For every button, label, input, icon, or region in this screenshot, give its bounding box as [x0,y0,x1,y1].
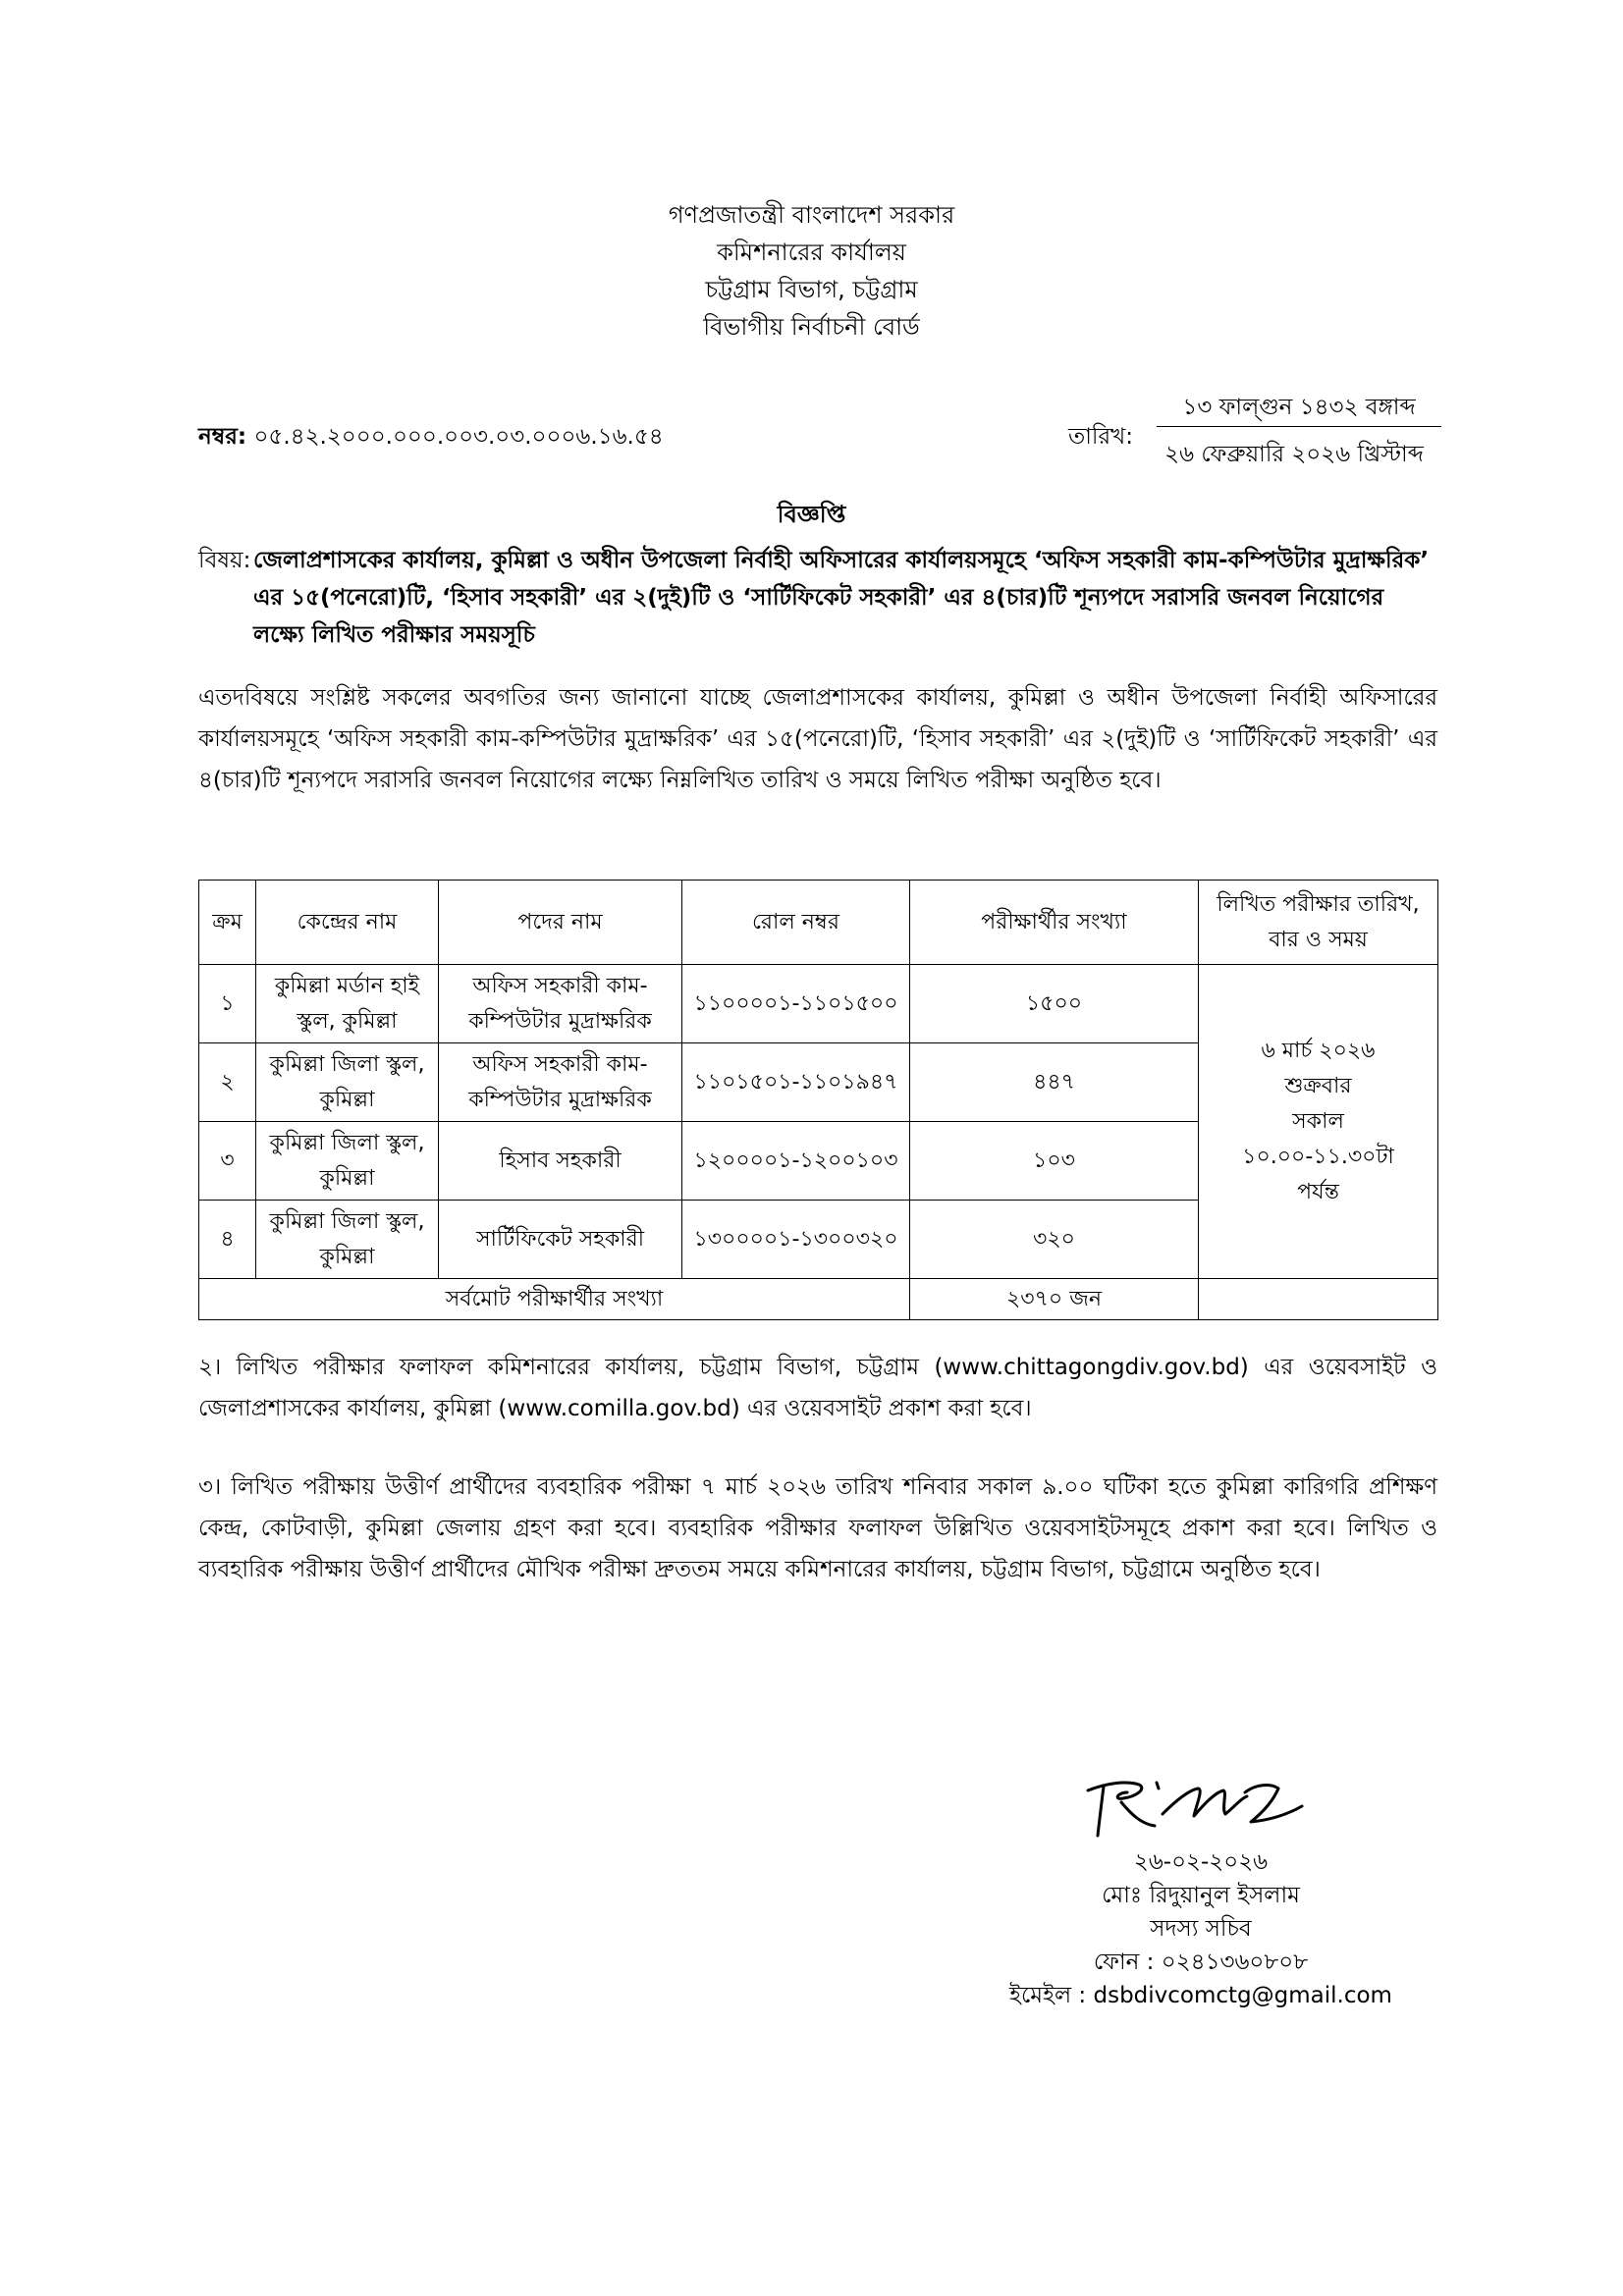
schedule-time: ১০.০০-১১.৩০টা [1242,1144,1394,1169]
cell-serial: ২ [199,1043,256,1122]
total-value: ২৩৭০ জন [910,1279,1199,1320]
signatory-name: মোঃ রিদুয়ানুল ইসলাম [1102,1883,1300,1908]
signature-image [1078,1763,1314,1847]
signatory-block [970,1845,1432,2012]
date-gregorian: ২৬ ফেব্রুয়ারি ২০২৬ খ্রিস্টাব্দ [1164,442,1424,467]
signatory-phone: ফোন : ০২৪১৩৬০৮০৮ [1093,1949,1309,1975]
signatory-email: ইমেইল : dsbdivcomctg@gmail.com [1009,1983,1392,2008]
header-roll: রোল নম্বর [682,881,910,965]
cell-schedule [1199,965,1438,1279]
total-empty-cell [1199,1279,1438,1320]
notice-title: বিজ্ঞপ্তি [777,501,846,528]
schedule-period: সকাল [1292,1108,1344,1134]
cell-count: ৪৪৭ [910,1043,1199,1122]
date-block [1068,389,1441,467]
table-row [199,965,1438,1043]
cell-count: ৩২০ [910,1201,1199,1279]
cell-roll: ১৩০০০০১-১৩০০৩২০ [682,1201,910,1279]
date-divider [1157,426,1441,427]
subject-block [198,542,1437,654]
schedule-date: ৬ মার্চ ২০২৬ [1261,1038,1376,1063]
intro-paragraph: এতদবিষয়ে সংশ্লিষ্ট সকলের অবগতির জন্য জানানো যাচ্ছে জেলাপ্রশাসকের কার্যালয়, কুমিল্লা ও অধীন উপজেলা নির্বাহী অফিসারের কার্যালয়সমূহে ‘অফিস সহকারী কাম-কম্পিউটার মুদ্রাক্ষরিক’ এর ১৫(পনেরো)টি, ‘হিসাব সহকারী’ এর ২(দুই)টি ও ‘সার্টিফিকেট সহকারী’ এর ৪(চার)টি শূন্যপদে সরাসরি জনবল নিয়োগের লক্ষ্যে নিম্নলিখিত তারিখ ও সময়ে লিখিত পরীক্ষা অনুষ্ঠিত হবে। [198,685,1437,793]
cell-count: ১০৩ [910,1122,1199,1201]
cell-center: কুমিল্লা মর্ডান হাই স্কুল, কুমিল্লা [256,965,439,1043]
cell-post: অফিস সহকারী কাম-কম্পিউটার মুদ্রাক্ষরিক [439,965,682,1043]
header-datetime: লিখিত পরীক্ষার তারিখ, বার ও সময় [1199,881,1438,965]
date-bangla: ১৩ ফাল্গুন ১৪৩২ বঙ্গাব্দ [1182,395,1416,420]
header-center: কেন্দ্রের নাম [256,881,439,965]
header-post: পদের নাম [439,881,682,965]
cell-roll: ১১০০০০১-১১০১৫০০ [682,965,910,1043]
government-name: গণপ্রজাতন্ত্রী বাংলাদেশ সরকার [668,201,955,229]
memo-label: নম্বর: [198,424,247,450]
letterhead [0,196,1623,346]
total-label: সর্বমোট পরীক্ষার্থীর সংখ্যা [199,1279,910,1320]
cell-serial: ৪ [199,1201,256,1279]
subject-text: জেলাপ্রশাসকের কার্যালয়, কুমিল্লা ও অধীন উপজেলা নির্বাহী অফিসারের কার্যালয়সমূহে ‘অফিস সহকারী কাম-কম্পিউটার মুদ্রাক্ষরিক’ এর ১৫(পনেরো)টি, ‘হিসাব সহকারী’ এর ২(দুই)টি ও ‘সার্টিফিকেট সহকারী’ এর ৪(চার)টি শূন্যপদে সরাসরি জনবল নিয়োগের লক্ষ্যে লিখিত পরীক্ষার সময়সূচি [253,548,1430,648]
signatory-date: ২৬-০২-২০২৬ [1133,1849,1269,1875]
results-paragraph: ২। লিখিত পরীক্ষার ফলাফল কমিশনারের কার্যালয়, চট্টগ্রাম বিভাগ, চট্টগ্রাম (www.chittagongdiv.gov.bd) এর ওয়েবসাইট ও জেলাপ্রশাসকের কার্যালয়, কুমিল্লা (www.comilla.gov.bd) এর ওয়েবসাইট প্রকাশ করা হবে। [198,1355,1437,1421]
board-name: বিভাগীয় নির্বাচনী বোর্ড [703,313,920,341]
table-total-row [199,1279,1438,1320]
table-header-row [199,881,1438,965]
subject-label: বিষয়: [198,548,251,573]
division-name: চট্টগ্রাম বিভাগ, চট্টগ্রাম [705,276,918,303]
cell-roll: ১২০০০০১-১২০০১০৩ [682,1122,910,1201]
date-label: তারিখ: [1068,424,1134,450]
cell-serial: ১ [199,965,256,1043]
cell-center: কুমিল্লা জিলা স্কুল, কুমিল্লা [256,1201,439,1279]
exam-schedule-table [198,880,1438,1320]
cell-count: ১৫০০ [910,965,1199,1043]
schedule-day: শুক্রবার [1284,1073,1352,1098]
cell-center: কুমিল্লা জিলা স্কুল, কুমিল্লা [256,1043,439,1122]
practical-exam-paragraph: ৩। লিখিত পরীক্ষায় উত্তীর্ণ প্রার্থীদের ব্যবহারিক পরীক্ষা ৭ মার্চ ২০২৬ তারিখ শনিবার সকাল ৯.০০ ঘটিকা হতে কুমিল্লা কারিগরি প্রশিক্ষণ কেন্দ্র, কোটবাড়ী, কুমিল্লা জেলায় গ্রহণ করা হবে। ব্যবহারিক পরীক্ষার ফলাফল উল্লিখিত ওয়েবসাইটসমূহে প্রকাশ করা হবে। লিখিত ও ব্যবহারিক পরীক্ষায় উত্তীর্ণ প্রার্থীদের মৌখিক পরীক্ষা দ্রুততম সময়ে কমিশনারের কার্যালয়, চট্টগ্রাম বিভাগ, চট্টগ্রামে অনুষ্ঠিত হবে। [198,1474,1437,1582]
cell-center: কুমিল্লা জিলা স্কুল, কুমিল্লা [256,1122,439,1201]
cell-post: অফিস সহকারী কাম-কম্পিউটার মুদ্রাক্ষরিক [439,1043,682,1122]
header-count: পরীক্ষার্থীর সংখ্যা [910,881,1199,965]
cell-serial: ৩ [199,1122,256,1201]
signatory-designation: সদস্য সচিব [1150,1916,1252,1942]
schedule-until: পর্যন্ত [1297,1179,1339,1204]
office-name: কমিশনারের কার্যালয় [717,239,906,266]
cell-post: হিসাব সহকারী [439,1122,682,1201]
memo-value: ০৫.৪২.২০০০.০০০.০০৩.০৩.০০০৬.১৬.৫৪ [253,424,664,450]
cell-roll: ১১০১৫০১-১১০১৯৪৭ [682,1043,910,1122]
header-serial: ক্রম [199,881,256,965]
cell-post: সার্টিফিকেট সহকারী [439,1201,682,1279]
memo-number [198,418,664,456]
